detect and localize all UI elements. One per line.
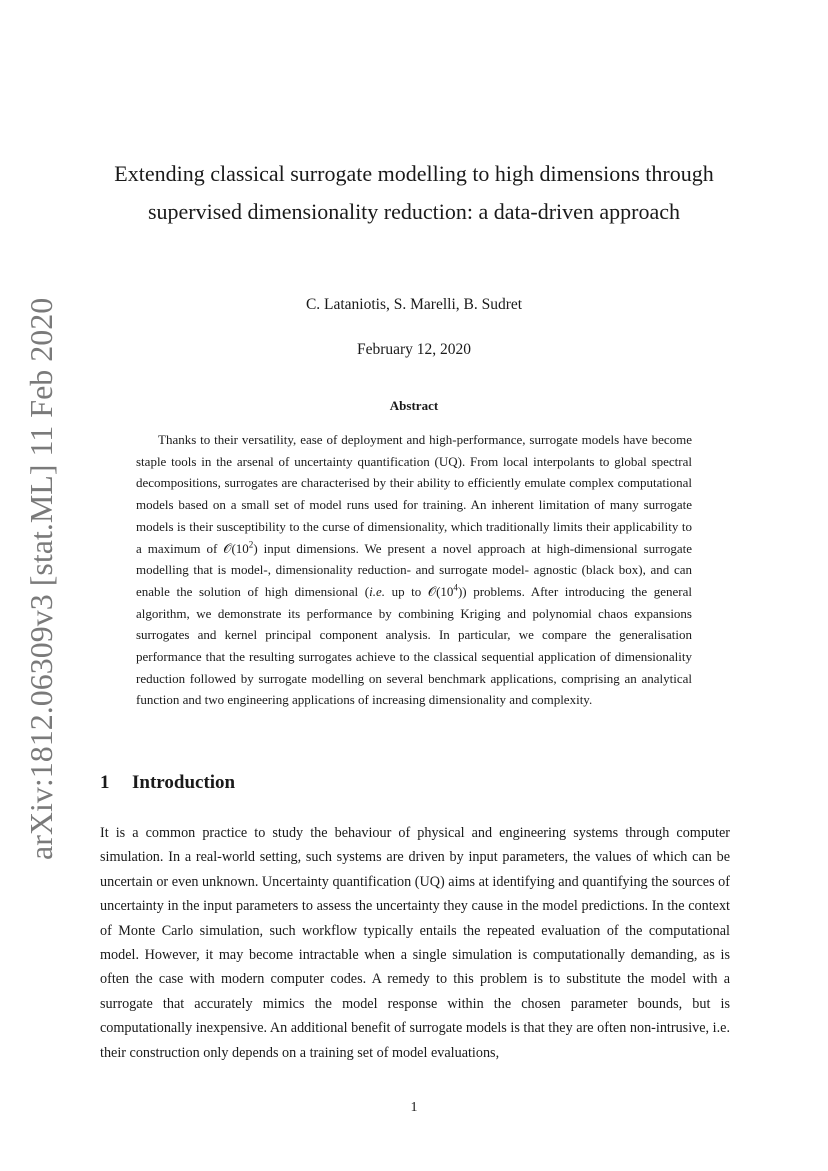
abstract-text-part-3: up to 𝒪(10 [384,583,454,599]
introduction-paragraph: It is a common practice to study the behaviour of physical and engineering systems through computer simulation. In a real-world setting, such systems are driven by input parameters, the values of which can be uncertain or even unknown. Uncertainty quantification (UQ) aims at identifying and quantifying the sources of uncertainty in the input parameters to assess the uncertainty they cause in the model predictions. In the context of Monte Carlo simulation, such workflow typically entails the repeated evaluation of the computational model. However, it may become intractable when a single simulation is computationally demanding, as is often the case with modern computer codes. A remedy to this problem is to substitute the model with a surrogate that accurately mimics the model response within the chosen parameter bounds, but is computationally inexpensive. An additional benefit of surrogate models is that they are often non-intrusive, i.e. their construction only depends on a training set of model evaluations, [100,825,730,1061]
abstract-text-part-2: ) input dimensions. We present a novel approach at high-dimensional surrogate modelling that is model-, dimensionality reduction- and surrogate model- agnostic (black box), and can enable the solution of high dimensional ( [136,540,692,599]
arxiv-identifier-stamp: arXiv:1812.06309v3 [stat.ML] 11 Feb 2020 [23,297,59,860]
paper-date: February 12, 2020 [356,341,472,358]
paper-authors: C. Lataniotis, S. Marelli, B. Sudret [305,296,523,313]
section-number: 1 [100,772,110,793]
abstract-ie: i.e. [369,583,385,599]
section-title: Introduction [132,772,236,793]
abstract-body [136,429,692,711]
abstract-text-part-4: )) problems. After introducing the general algorithm, we demonstrate its performance by combining Kriging and polynomial chaos expansions surrogates and kernel principal component analysis. In particular, we compare the generalisation performance that the resulting surrogates achieve to the classical sequential application of dimensionality reduction followed by surrogate modelling on several benchmark applications, comprising an analytical function and two engineering applications of increasing dimensionality and complexity. [136,583,692,708]
abstract-heading: Abstract [389,398,439,413]
page-number: 1 [410,1100,418,1115]
abstract-exponent-1: 2 [248,539,254,550]
abstract-text-part-1: Thanks to their versatility, ease of deployment and high-performance, surrogate models have become staple tools in the arsenal of uncertainty quantification (UQ). From local interpolants to global spectral decompositions, surrogates are characterised by their ability to efficiently emulate complex computational models based on a small set of model runs used for training. An inherent limitation of many surrogate models is their susceptibility to the curse of dimensionality, which traditionally limits their applicability to a maximum of 𝒪(10 [136,432,692,556]
paper-title: Extending classical surrogate modelling to high dimensions through supervised dimensionality reduction: a data-driven approach [114,161,714,224]
section-heading [100,772,728,794]
abstract-exponent-2: 4 [453,582,458,593]
